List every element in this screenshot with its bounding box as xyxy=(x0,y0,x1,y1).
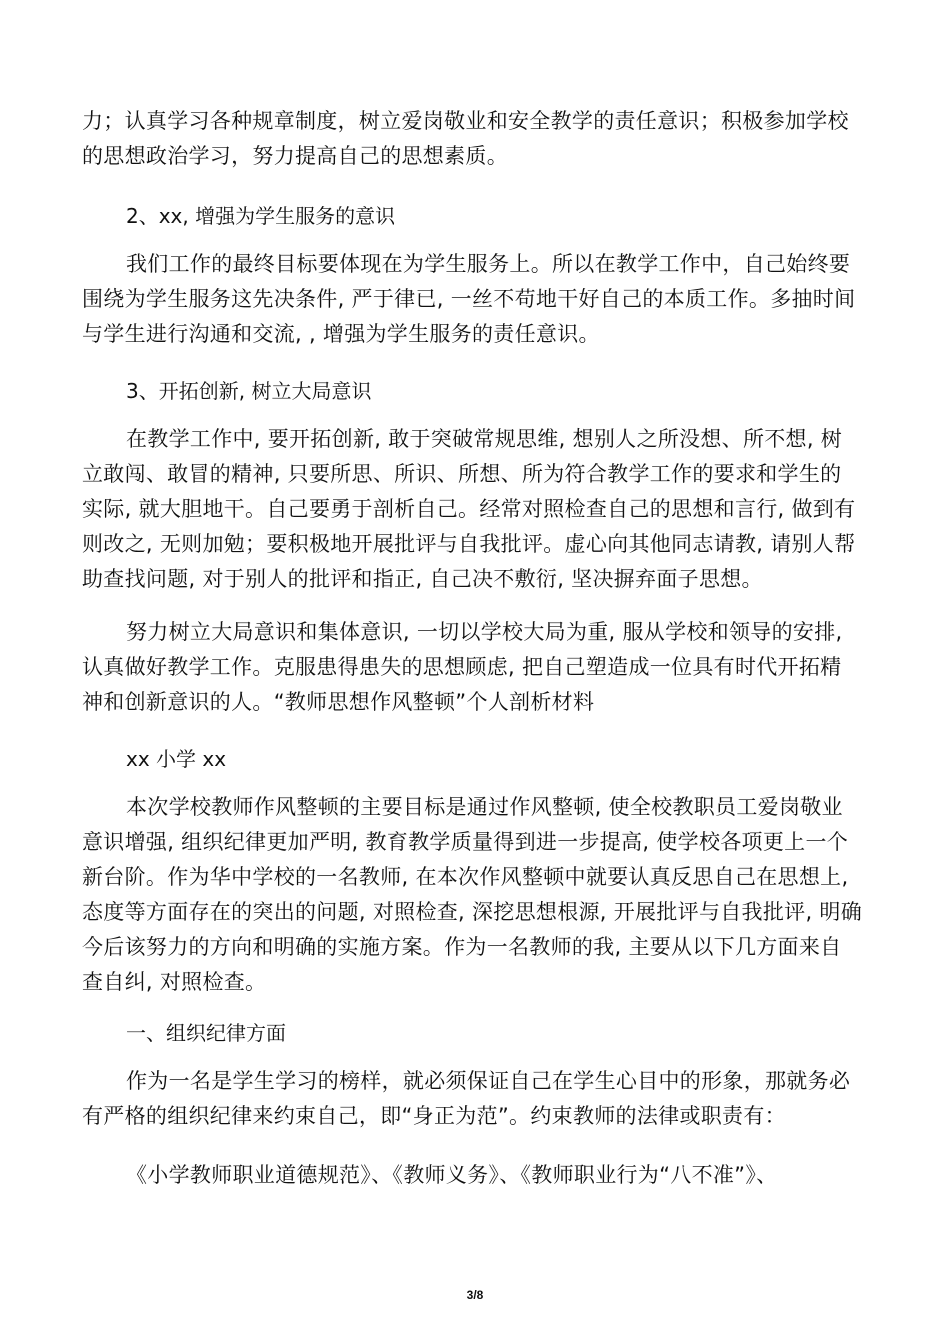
paragraph-overall-awareness: 努力树立大局意识和集体意识, 一切以学校大局为重, 服从学校和领导的安排, 认真做好教学工作。克服患得患失的思想顾虑, 把自己塑造成一位具有时代开拓精神和创新意识的人。“教师思想作风整顿”个人剖析材料 xyxy=(82,620,843,714)
paragraph-innovation: 在教学工作中, 要开拓创新, 敢于突破常规思维, 想别人之所没想、所不想, 树立敢闯、敢冒的精神, 只要所思、所识、所想、所为符合教学工作的要求和学生的实际, 就大胆地干。自己要勇于剖析自己。经常对照检查自己的思想和言行, 做到有则改之, 无则加勉；要积极地开展批评与自我批评。虚心向其他同志请教, 请别人帮助查找问题, 对于别人的批评和指正, 自己决不敷衍, 坚决摒弃面子思想。 xyxy=(82,427,856,591)
section-heading-3: 3、开拓创新, 树立大局意识 xyxy=(126,379,372,403)
page-number: 3/8 xyxy=(466,1288,484,1302)
section-heading-2: 2、xx, 增强为学生服务的意识 xyxy=(126,204,396,228)
paragraph-continuation: 力；认真学习各种规章制度，树立爱岗敬业和安全教学的责任意识；积极参加学校的思想政治学习，努力提高自己的思想素质。 xyxy=(82,109,849,168)
paragraph-discipline: 作为一名是学生学习的榜样，就必须保证自己在学生心目中的形象，那就务必有严格的组织纪律来约束自己，即“身正为范”。约束教师的法律或职责有： xyxy=(82,1069,851,1128)
paragraph-regulations: 《小学教师职业道德规范》、《教师义务》、《教师职业行为“八不准”》、 xyxy=(126,1163,778,1187)
section-heading-discipline: 一、组织纪律方面 xyxy=(126,1021,286,1045)
paragraph-rectification: 本次学校教师作风整顿的主要目标是通过作风整顿, 使全校教职员工爱岗敬业意识增强, 组织纪律更加严明, 教育教学质量得到进一步提高, 使学校各项更上一个新台阶。作为华中学校的一名教师, 在本次作风整顿中就要认真反思自己在思想上, 态度等方面存在的突出的问题, 对照检查, 深挖思想根源, 开展批评与自我批评, 明确今后该努力的方向和明确的实施方案。作为一名教师的我, 主要从以下几方面来自查自纠, 对照检查。 xyxy=(82,795,862,994)
paragraph-service: 我们工作的最终目标要体现在为学生服务上。所以在教学工作中，自己始终要围绕为学生服务这先决条件, 严于律已, 一丝不苟地干好自己的本质工作。多抽时间与学生进行沟通和交流, , 增强为学生服务的责任意识。 xyxy=(82,252,856,346)
author-line: xx 小学 xx xyxy=(126,747,227,771)
